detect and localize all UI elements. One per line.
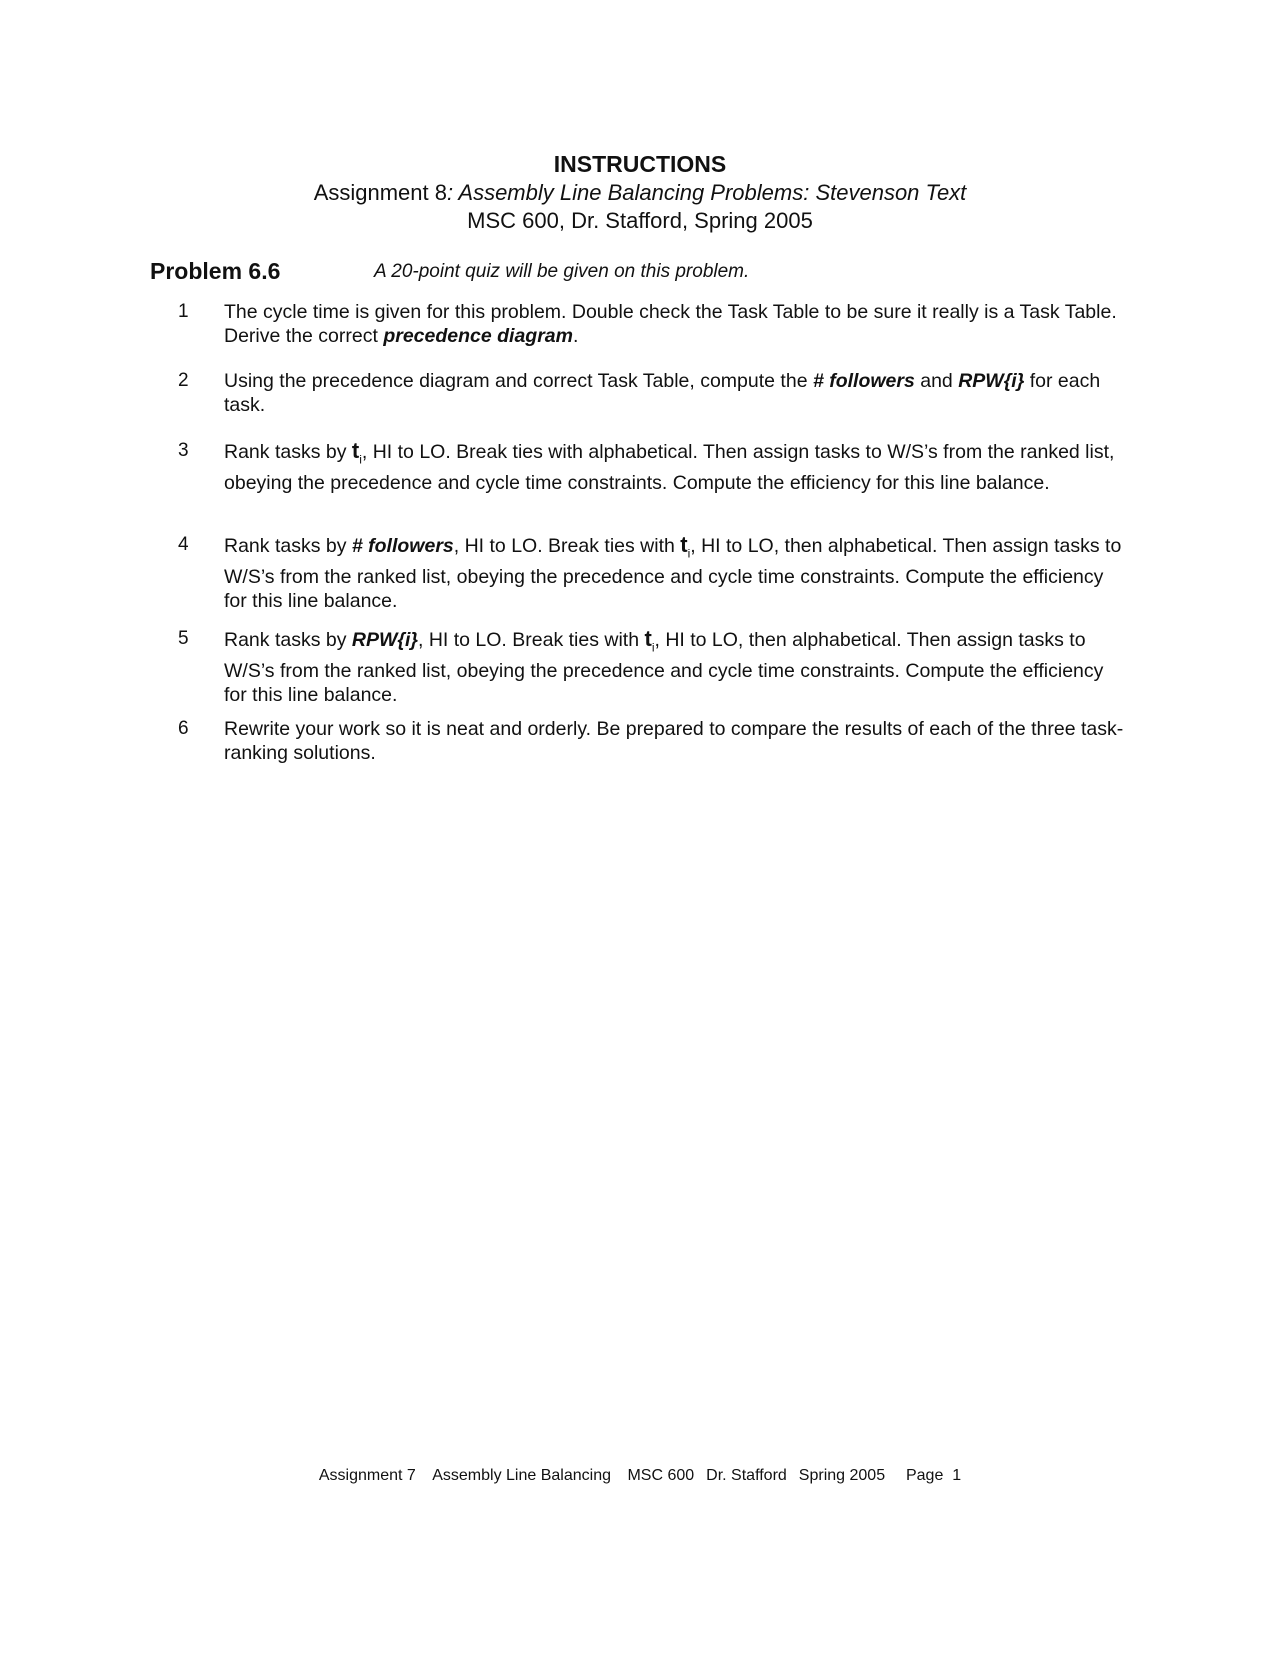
item-text-part: , HI to LO. Break ties with alphabetical. Then assign tasks to W/S’s from the ranked list, obeying the precedence and cycle time constraints. Compute the efficiency for this line balance. (224, 441, 1115, 495)
task-time-symbol (644, 626, 655, 655)
footer-instructor: Dr. Stafford (706, 1467, 787, 1484)
footer-course: MSC 600 (627, 1467, 695, 1484)
problem-heading (150, 256, 1150, 286)
emphasis-term: RPW{i} (958, 370, 1025, 392)
page-footer (0, 1466, 1280, 1486)
assignment-number: Assignment 8 (313, 180, 447, 205)
item-text (224, 439, 1124, 495)
assignment-subtitle (0, 179, 1280, 207)
footer-term: Spring 2005 (798, 1467, 886, 1484)
footer-topic: Assembly Line Balancing (432, 1467, 611, 1484)
item-text: Rewrite your work so it is neat and orderly. Be prepared to compare the results of each of the three task-ranking solutions. (224, 718, 1124, 764)
item-text (224, 369, 1124, 417)
item-text-part: . (572, 325, 579, 347)
symbol-letter: t (351, 438, 360, 463)
problem-note: A 20-point quiz will be given on this problem. (374, 261, 750, 282)
item-text (224, 533, 1124, 613)
page-number: Page 1 (905, 1467, 962, 1484)
emphasis-term: RPW{i} (351, 629, 418, 651)
emphasis-term: # followers (812, 370, 915, 392)
item-text-part: for each task. (224, 370, 1101, 416)
emphasis-term: precedence diagram (383, 325, 573, 347)
item-text-part: Rank tasks by (224, 441, 352, 463)
item-text (224, 627, 1124, 707)
symbol-subscript: i (651, 640, 655, 655)
document-title: INSTRUCTIONS (553, 151, 727, 177)
item-number: 1 (178, 301, 189, 322)
item-text-part: The cycle time is given for this problem. Double check the Task Table to be sure it really is a Task Table. Derive the correct (224, 301, 1117, 347)
symbol-letter: t (680, 532, 688, 557)
assignment-topic: : Assembly Line Balancing Problems: Stevenson Text (446, 180, 967, 205)
course-line: MSC 600, Dr. Stafford, Spring 2005 (467, 208, 813, 233)
item-number: 6 (178, 718, 189, 739)
item-text-part: Rank tasks by (224, 629, 352, 651)
symbol-letter: t (644, 626, 652, 651)
document-header (0, 150, 1280, 235)
task-time-symbol (680, 532, 691, 561)
item-number: 4 (178, 534, 189, 555)
item-text-part: and (914, 370, 959, 392)
item-text-part: , HI to LO, then alphabetical. Then assign tasks to W/S’s from the ranked list, obeying the precedence and cycle time constraints. Compute the efficiency for this line balance. (224, 629, 1104, 707)
item-text-part: , HI to LO. Break ties with (417, 629, 645, 651)
symbol-subscript: i (359, 452, 362, 467)
item-number: 2 (178, 370, 189, 391)
item-text-part: Rank tasks by (224, 535, 352, 557)
item-text-part: , HI to LO. Break ties with (453, 535, 681, 557)
item-text-part: , HI to LO, then alphabetical. Then assign tasks to W/S’s from the ranked list, obeying the precedence and cycle time constraints. Compute the efficiency for this line balance. (224, 535, 1122, 613)
symbol-subscript: i (687, 546, 691, 561)
item-text (224, 300, 1124, 348)
item-number: 5 (178, 628, 189, 649)
footer-assignment: Assignment 7 (318, 1467, 416, 1484)
task-time-symbol (351, 438, 362, 467)
item-number: 3 (178, 440, 189, 461)
item-text-part: Using the precedence diagram and correct Task Table, compute the (224, 370, 813, 392)
problem-label: Problem 6.6 (150, 258, 281, 284)
emphasis-term: # followers (351, 535, 454, 557)
